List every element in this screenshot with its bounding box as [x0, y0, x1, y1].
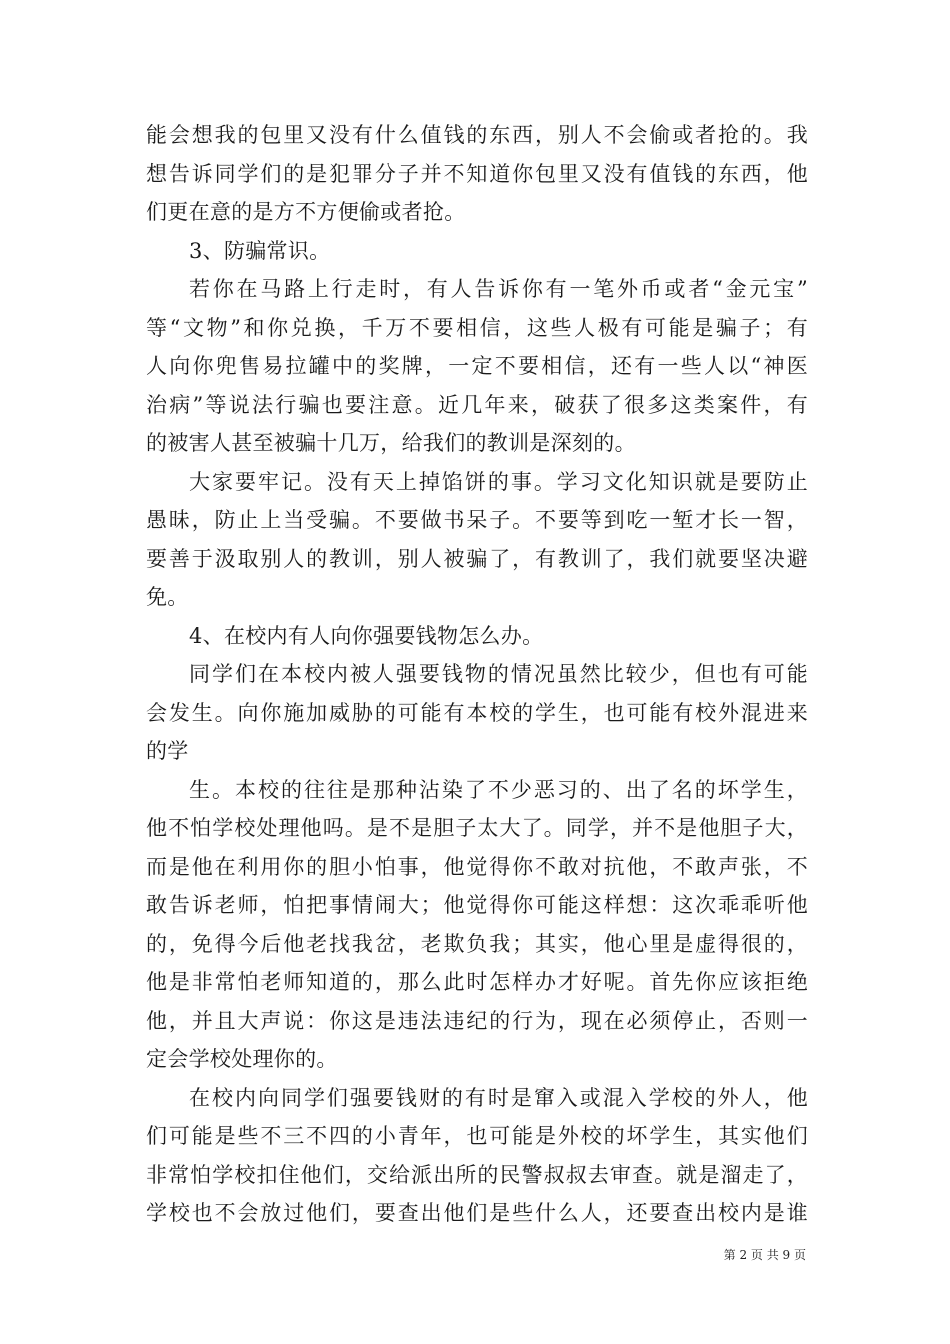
text-line: 他，并且大声说：你这是违法违纪的行为，现在必须停止，否则一 — [146, 1008, 808, 1033]
text-line: 免。 — [146, 585, 189, 609]
text-line: 定会学校处理你的。 — [146, 1047, 338, 1071]
text-line: 要善于汲取别人的教训，别人被骗了，有教训了，我们就要坚决避 — [146, 546, 808, 571]
text-line: 非常怕学校扣住他们，交给派出所的民警叔叔去审查。就是溜走了， — [146, 1162, 808, 1187]
text-line: 同学们在本校内被人强要钱物的情况虽然比较少，但也有可能 — [189, 662, 808, 686]
text-line: 学校也不会放过他们，要查出他们是些什么人，还要查出校内是谁 — [146, 1201, 808, 1225]
text-line: 敢告诉老师，怕把事情闹大；他觉得你可能这样想：这次乖乖听他 — [146, 893, 808, 917]
page-number: 第 2 页 共 9 页 — [723, 1248, 806, 1262]
text-line: 会发生。向你施加威胁的可能有本校的学生，也可能有校外混进来 — [146, 700, 808, 725]
text-line: 愚昧，防止上当受骗。不要做书呆子。不要等到吃一堑才长一智， — [146, 508, 808, 532]
document-body — [146, 116, 808, 1233]
text-line: 们更在意的是方不方便偷或者抢。 — [146, 200, 466, 224]
text-line: 等“文物”和你兑换，千万不要相信，这些人极有可能是骗子；有 — [146, 315, 808, 340]
text-line: 而是他在利用你的胆小怕事，他觉得你不敢对抗他，不敢声张，不 — [146, 854, 808, 879]
text-line: 3、防骗常识。 — [189, 238, 331, 263]
text-line: 若你在马路上行走时，有人告诉你有一笔外币或者“金元宝” — [189, 277, 808, 301]
text-line: 大家要牢记。没有天上掉馅饼的事。学习文化知识就是要防止 — [189, 469, 808, 494]
text-line: 能会想我的包里又没有什么值钱的东西，别人不会偷或者抢的。我 — [146, 123, 808, 147]
text-line: 的学 — [146, 739, 189, 763]
text-line: 的被害人甚至被骗十几万，给我们的教训是深刻的。 — [146, 431, 636, 455]
text-line: 人向你兜售易拉罐中的奖牌，一定不要相信，还有一些人以“神医 — [146, 354, 808, 378]
text-line: 4、在校内有人向你强要钱物怎么办。 — [189, 623, 544, 648]
text-line: 的，免得今后他老找我岔，老欺负我；其实，他心里是虚得很的， — [146, 931, 808, 956]
text-line: 他不怕学校处理他吗。是不是胆子太大了。同学，并不是他胆子大， — [146, 816, 808, 840]
text-line: 治病”等说法行骗也要注意。近几年来，破获了很多这类案件，有 — [146, 392, 808, 417]
text-line: 们可能是些不三不四的小青年，也可能是外校的坏学生，其实他们 — [146, 1124, 808, 1148]
text-line: 生。本校的往往是那种沾染了不少恶习的、出了名的坏学生， — [189, 777, 808, 802]
text-line: 想告诉同学们的是犯罪分子并不知道你包里又没有值钱的东西，他 — [146, 161, 808, 186]
text-line: 在校内向同学们强要钱财的有时是窜入或混入学校的外人，他 — [189, 1085, 808, 1110]
text-line: 他是非常怕老师知道的，那么此时怎样办才好呢。首先你应该拒绝 — [146, 970, 808, 994]
